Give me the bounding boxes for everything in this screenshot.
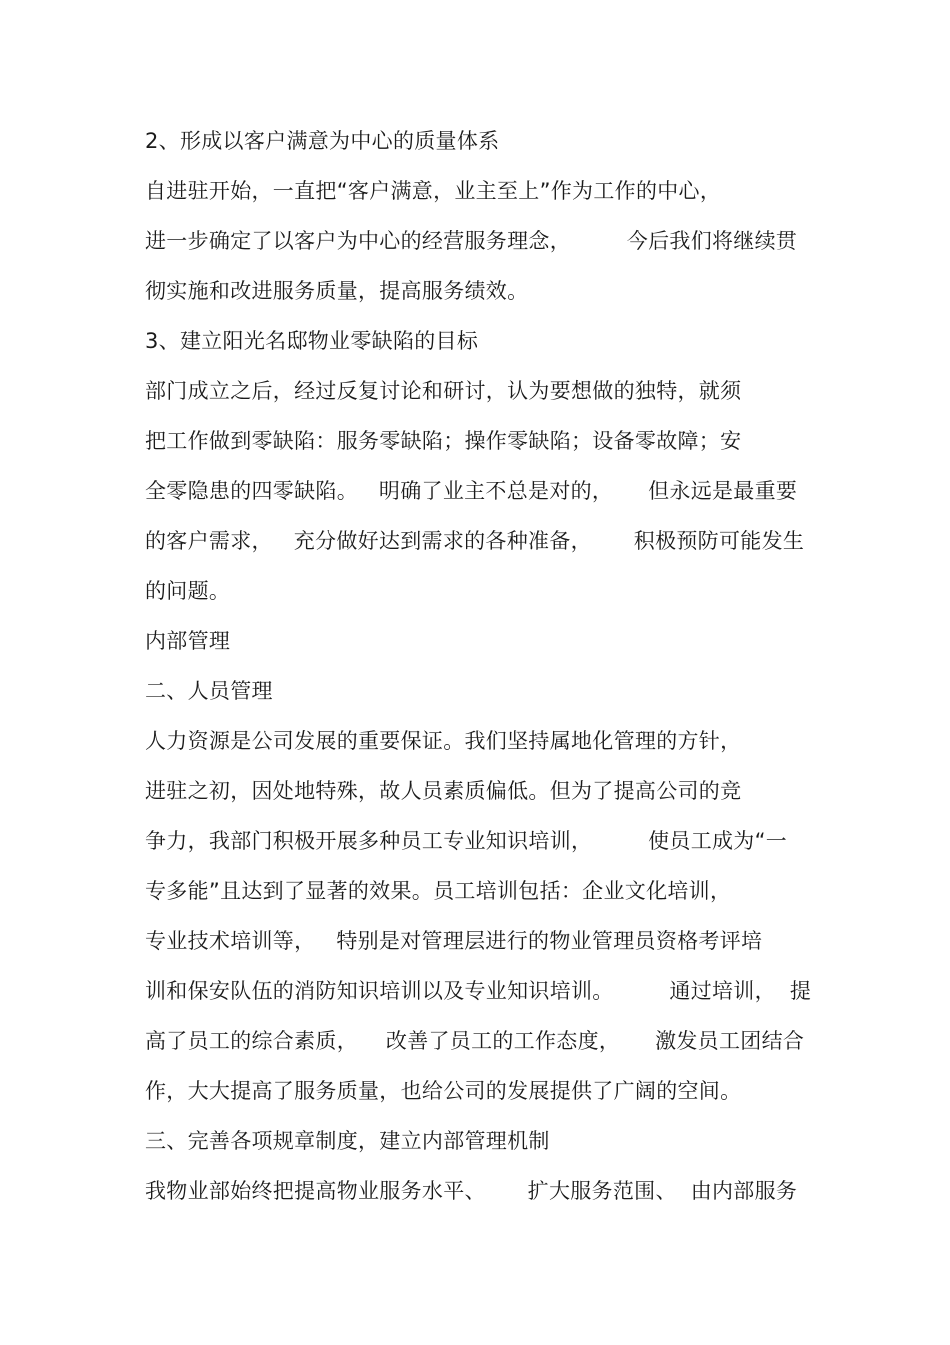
paragraph-line: 作，大大提高了服务质量，也给公司的发展提供了广阔的空间。	[145, 1079, 742, 1103]
paragraph-line: 自进驻开始，一直把“客户满意，业主至上”作为工作的中心，	[145, 179, 722, 203]
paragraph-line: 部门成立之后，经过反复讨论和研讨，认为要想做的独特，就须	[145, 379, 742, 403]
paragraph-line: 专业技术培训等， 特别是对管理层进行的物业管理员资格考评培	[145, 929, 763, 953]
paragraph-line: 全零隐患的四零缺陷。 明确了业主不总是对的， 但永远是最重要	[145, 479, 798, 503]
paragraph-line: 把工作做到零缺陷：服务零缺陷；操作零缺陷；设备零故障；安	[145, 429, 742, 453]
paragraph-line: 专多能”且达到了显著的效果。员工培训包括：企业文化培训，	[145, 879, 732, 903]
paragraph-line: 的客户需求， 充分做好达到需求的各种准备， 积极预防可能发生	[145, 529, 805, 553]
section-heading-internal-management: 内部管理	[145, 629, 231, 653]
paragraph-line: 的问题。	[145, 579, 231, 603]
section-heading-regulations: 三、完善各项规章制度，建立内部管理机制	[145, 1129, 550, 1153]
paragraph-line: 高了员工的综合素质， 改善了员工的工作态度， 激发员工团结合	[145, 1029, 805, 1053]
heading-quality-system: 2、形成以客户满意为中心的质量体系	[145, 129, 500, 153]
paragraph-line: 争力，我部门积极开展多种员工专业知识培训， 使员工成为“一	[145, 829, 788, 853]
paragraph-line: 我物业部始终把提高物业服务水平、 扩大服务范围、 由内部服务	[145, 1179, 798, 1203]
section-heading-personnel: 二、人员管理	[145, 679, 273, 703]
paragraph-line: 进一步确定了以客户为中心的经营服务理念， 今后我们将继续贯	[145, 229, 798, 253]
paragraph-line: 训和保安队伍的消防知识培训以及专业知识培训。 通过培训， 提	[145, 979, 812, 1003]
paragraph-line: 进驻之初，因处地特殊，故人员素质偏低。但为了提高公司的竞	[145, 779, 742, 803]
paragraph-line: 人力资源是公司发展的重要保证。我们坚持属地化管理的方针，	[145, 729, 742, 753]
heading-zero-defect: 3、建立阳光名邸物业零缺陷的目标	[145, 329, 479, 353]
paragraph-line: 彻实施和改进服务质量，提高服务绩效。	[145, 279, 529, 303]
